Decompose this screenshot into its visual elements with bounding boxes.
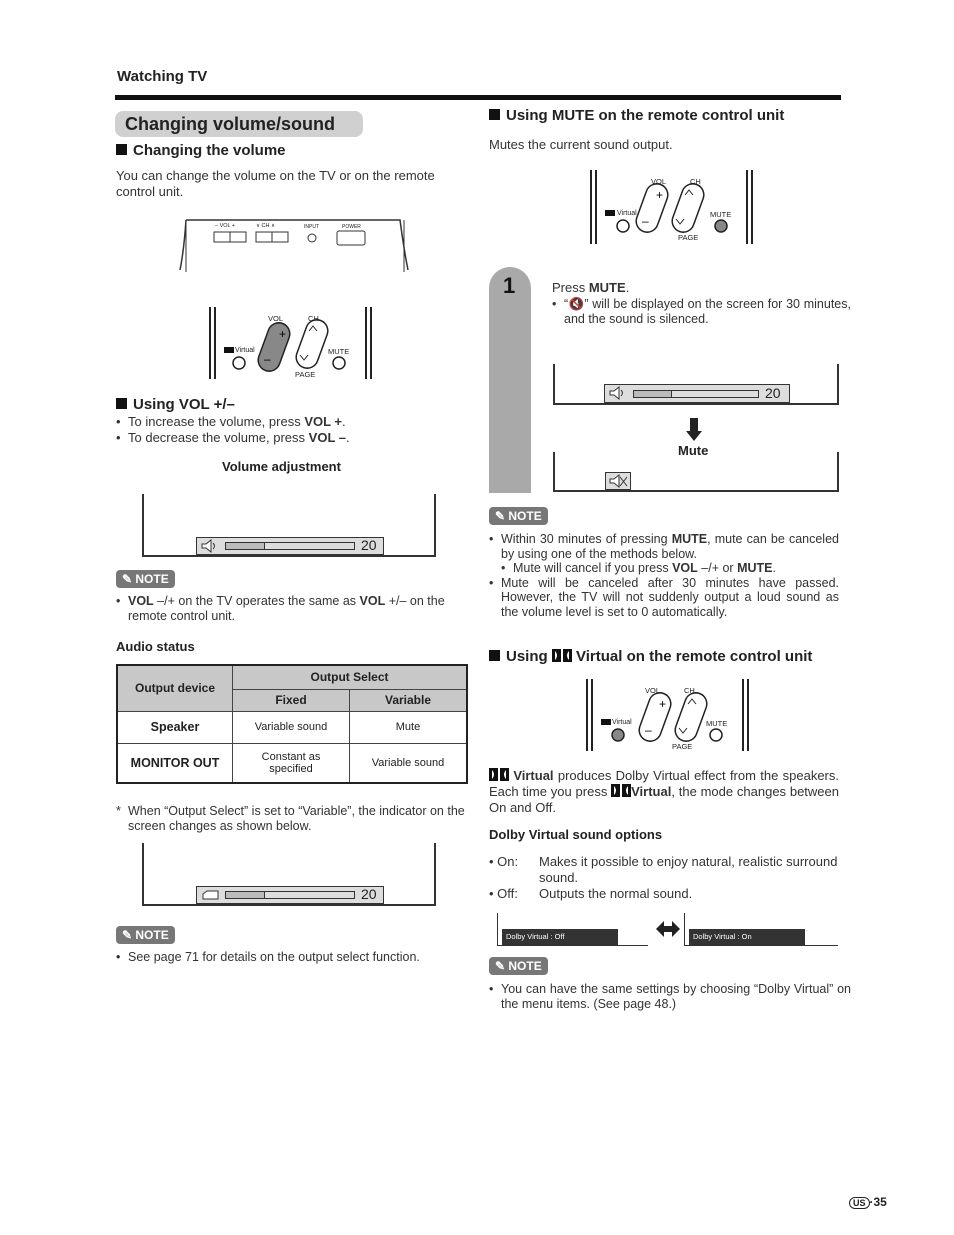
volume-level-fill	[226, 543, 265, 549]
variable-osd	[196, 886, 384, 904]
remote-ch-label: CH	[684, 686, 695, 695]
list-item: • Mute will cancel if you press VOL –/+ or MUTE.	[501, 561, 776, 575]
volume-adjustment-label: Volume adjustment	[222, 459, 341, 474]
mute-intro: Mutes the current sound output.	[489, 137, 673, 152]
mute-osd	[605, 472, 631, 490]
list-item: • Within 30 minutes of pressing MUTE, mute can be canceled by using one of the methods below.	[489, 532, 839, 561]
svg-text:–: –	[645, 723, 652, 737]
mute-after-screen	[553, 452, 839, 492]
list-item: • Mute will be canceled after 30 minutes have passed. However, the TV will not suddenly output a loud sound as the volume level is set to 0 automatically.	[489, 575, 839, 619]
variable-screen	[142, 843, 436, 906]
tv-panel-illustration	[176, 210, 416, 274]
remote-vol-label: VOL	[645, 686, 661, 695]
audio-status-label: Audio status	[116, 639, 195, 654]
step-bullet: • “🔇” will be displayed on the screen for 30 minutes, and the sound is silenced.	[552, 297, 851, 326]
tv-power-label: POWER	[342, 224, 361, 230]
volume-osd	[196, 537, 384, 555]
note-output-select-text: • See page 71 for details on the output select function.	[116, 950, 420, 964]
dolby-options-list	[489, 854, 839, 902]
remote-mute-label: MUTE	[706, 719, 728, 728]
speaker-icon	[200, 539, 220, 553]
tv-vol-label: – VOL +	[215, 223, 236, 229]
list-item: • To decrease the volume, press VOL –.	[116, 430, 468, 446]
mute-heading: Using MUTE on the remote control unit	[489, 107, 784, 124]
remote-virtual-label: Virtual	[235, 347, 255, 354]
using-vol-heading: Using VOL +/–	[116, 396, 235, 413]
using-vol-list	[116, 414, 468, 446]
remote-mute-label: MUTE	[328, 347, 350, 356]
col-fixed: Fixed	[233, 689, 350, 711]
dolby-icon	[552, 649, 572, 662]
variable-value: 20	[361, 886, 377, 902]
header-rule	[115, 95, 841, 100]
remote-page-label: PAGE	[678, 233, 699, 242]
dolby-options-label: Dolby Virtual sound options	[489, 827, 663, 842]
osd-on-screen	[684, 913, 838, 946]
step-bar	[489, 267, 531, 493]
remote-virtual-label: Virtual	[612, 719, 632, 726]
remote-vol-label: VOL	[651, 177, 667, 186]
col-output-select: Output Select	[233, 665, 468, 689]
variable-level-fill	[226, 892, 265, 898]
remote-vol-label: VOL	[268, 314, 284, 323]
osd-on-label: Dolby Virtual : On	[689, 929, 805, 945]
remote-illustration-mute	[587, 168, 757, 246]
volume-screen	[142, 494, 436, 557]
speaker-icon	[608, 386, 628, 400]
mute-icon	[608, 474, 628, 488]
list-item: • On: Makes it possible to enjoy natural, realistic surround sound.	[489, 854, 838, 885]
mute-before-value: 20	[765, 385, 781, 401]
note-badge: ✎ NOTE	[489, 957, 548, 975]
dolby-icon	[611, 784, 631, 797]
dolby-icon	[489, 768, 509, 781]
remote-virtual-label: Virtual	[617, 210, 637, 217]
mute-before-osd	[604, 384, 790, 403]
mute-before-level-fill	[634, 391, 672, 397]
svg-text:+: +	[279, 327, 287, 341]
note-badge: ✎ NOTE	[116, 570, 175, 588]
arrow-down-icon	[686, 418, 702, 442]
osd-off-screen	[497, 913, 648, 946]
remote-ch-label: CH	[690, 177, 701, 186]
volume-value: 20	[361, 537, 377, 553]
note-vol-text: • VOL –/+ on the TV operates the same as VOL +/– on the remote control unit.	[116, 594, 445, 623]
svg-text:–: –	[264, 352, 271, 366]
double-arrow-icon	[656, 920, 680, 938]
virtual-description: Virtual produces Dolby Virtual effect from the speakers. Each time you press Virtual, the mode changes between On and Off.	[489, 768, 839, 815]
mute-before-screen	[553, 364, 839, 405]
mute-label: Mute	[678, 443, 709, 458]
table-row: MONITOR OUT Constant as specified Variable sound	[117, 743, 467, 783]
audio-status-table	[116, 664, 468, 784]
note-mute	[489, 532, 839, 619]
variable-level-bar	[225, 891, 355, 899]
table-row: Speaker Variable sound Mute	[117, 711, 467, 743]
virtual-heading: Using Virtual on the remote control unit	[489, 648, 812, 665]
remote-ch-label: CH	[308, 314, 319, 323]
svg-text:+: +	[656, 188, 664, 202]
svg-text:+: +	[659, 697, 667, 711]
volume-level-bar	[225, 542, 355, 550]
remote-illustration-vol	[206, 305, 376, 381]
output-select-note: * When “Output Select” is set to “Variable”, the indicator on the screen changes as shown below.	[116, 804, 465, 833]
col-variable: Variable	[350, 689, 468, 711]
section-label: Watching TV	[117, 68, 208, 85]
page-number: US ·35	[849, 1195, 887, 1209]
note-dolby-text: • You can have the same settings by choosing “Dolby Virtual” on the menu items. (See page 48.)	[489, 982, 851, 1011]
svg-text:–: –	[642, 214, 649, 228]
step-number: 1	[503, 273, 516, 298]
page-title: Changing volume/sound	[115, 111, 363, 137]
remote-page-label: PAGE	[295, 370, 316, 379]
tv-ch-label: ∨ CH ∧	[256, 223, 276, 229]
step-instruction: Press MUTE.	[552, 280, 630, 295]
output-variable-icon	[200, 888, 220, 902]
osd-off-label: Dolby Virtual : Off	[502, 929, 618, 945]
list-item: • Off: Outputs the normal sound.	[489, 886, 693, 901]
list-item: • To increase the volume, press VOL +.	[116, 414, 468, 430]
remote-page-label: PAGE	[672, 742, 693, 751]
remote-illustration-virtual	[583, 677, 753, 753]
changing-volume-heading: Changing the volume	[116, 142, 286, 159]
mute-before-level-bar	[633, 390, 759, 398]
col-output-device: Output device	[117, 665, 233, 711]
tv-input-label: INPUT	[304, 224, 319, 230]
region-badge: US	[849, 1197, 870, 1209]
note-badge: ✎ NOTE	[489, 507, 548, 525]
note-badge: ✎ NOTE	[116, 926, 175, 944]
remote-mute-label: MUTE	[710, 210, 732, 219]
volume-intro: You can change the volume on the TV or on the remote control unit.	[116, 168, 435, 199]
